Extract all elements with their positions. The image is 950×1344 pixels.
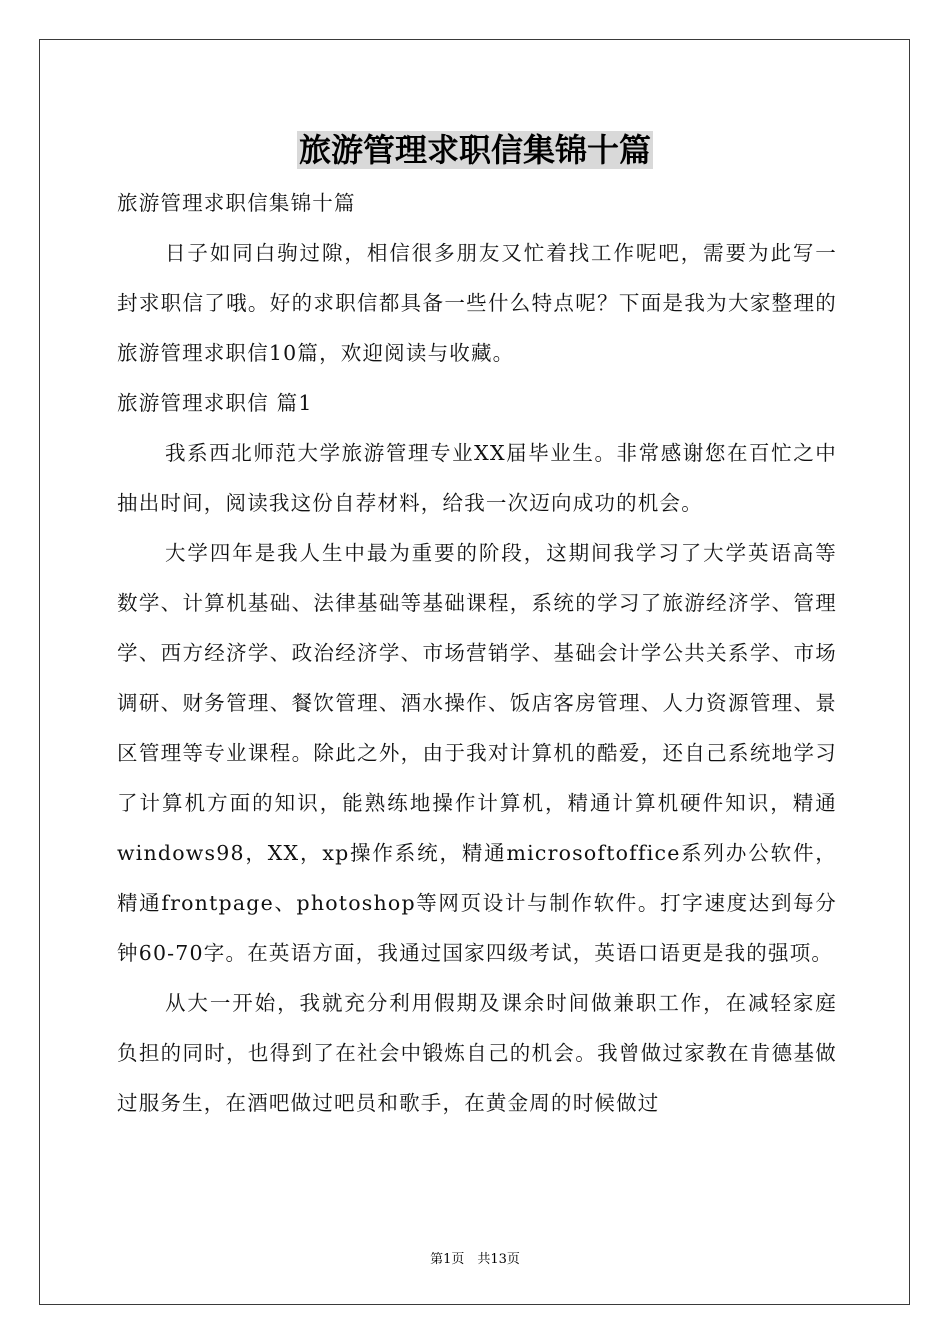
document-title: [0, 124, 950, 176]
paragraph: 从大一开始，我就充分利用假期及课余时间做兼职工作，在减轻家庭负担的同时，也得到了在社会中锻炼自己的机会。我曾做过家教在肯德基做过服务生，在酒吧做过吧员和歌手，在黄金周的时候做过: [117, 991, 837, 1115]
document-title-text: 旅游管理求职信集锦十篇: [298, 131, 651, 169]
paragraph: 我系西北师范大学旅游管理专业XX届毕业生。非常感谢您在百忙之中抽出时间，阅读我这份自荐材料，给我一次迈向成功的机会。: [117, 441, 837, 515]
page-number: 第1页 共13页: [430, 1252, 520, 1267]
paragraph-subtitle: 旅游管理求职信集锦十篇: [117, 191, 356, 215]
document-body: [117, 178, 837, 1128]
paragraph-intro: 日子如同白驹过隙，相信很多朋友又忙着找工作呢吧，需要为此写一封求职信了哦。好的求职信都具备一些什么特点呢？下面是我为大家整理的旅游管理求职信10篇，欢迎阅读与收藏。: [117, 241, 837, 365]
paragraph: 大学四年是我人生中最为重要的阶段，这期间我学习了大学英语高等数学、计算机基础、法律基础等基础课程，系统的学习了旅游经济学、管理学、西方经济学、政治经济学、市场营销学、基础会计学公共关系学、市场调研、财务管理、餐饮管理、酒水操作、饭店客房管理、人力资源管理、景区管理等专业课程。除此之外，由于我对计算机的酷爱，还自己系统地学习了计算机方面的知识，能熟练地操作计算机，精通计算机硬件知识，精通windows98，XX，xp操作系统，精通microsoftoffice系列办公软件，精通frontpage、photoshop等网页设计与制作软件。打字速度达到每分钟60-70字。在英语方面，我通过国家四级考试，英语口语更是我的强项。: [117, 541, 837, 965]
section-heading: 旅游管理求职信 篇1: [117, 391, 313, 415]
